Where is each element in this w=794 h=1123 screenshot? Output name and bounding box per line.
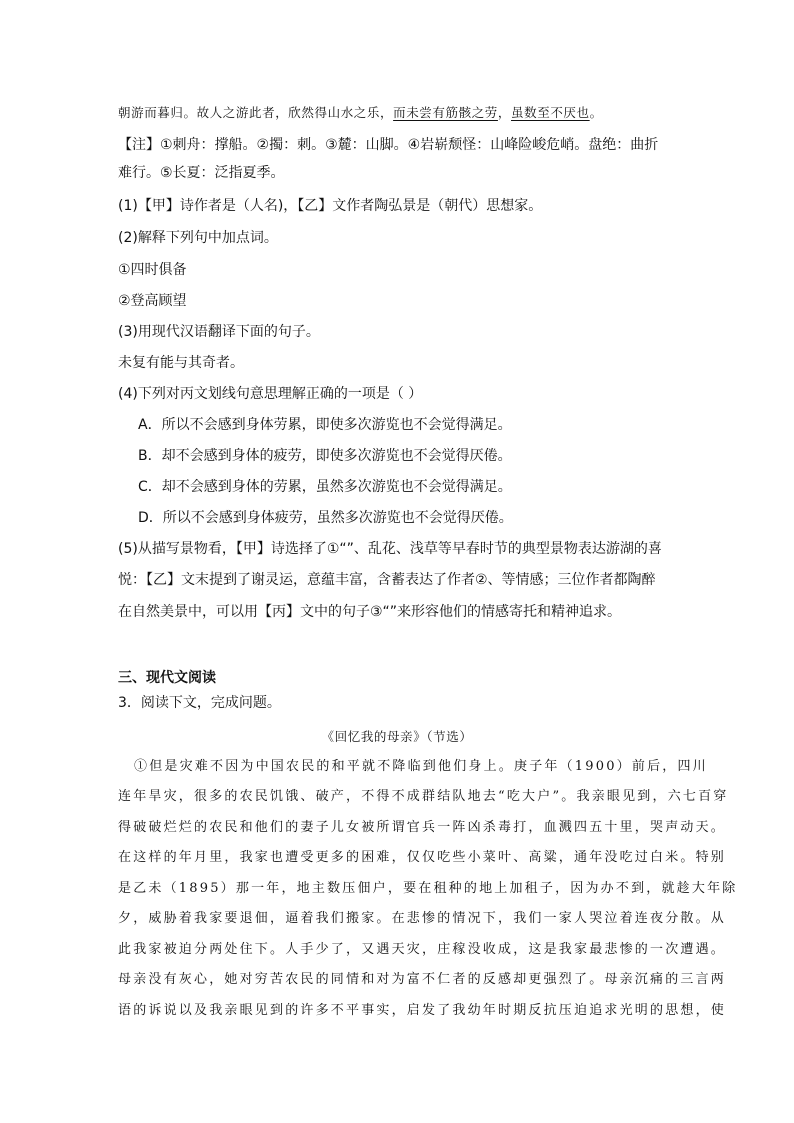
option-b: B．却不会感到身体的疲劳，即使多次游览也不会觉得厌倦。 <box>138 448 512 464</box>
question-3-sentence: 未复有能与其奇者。 <box>118 355 244 371</box>
article-line: 是乙未（1895）那一年，地主数压佃户，要在租种的地上加租子，因为办不到，就趁大年除 <box>118 881 738 896</box>
article-line: 连年旱灾，很多的农民饥饿、破产，不得不成群结队地去“吃大户”。我亲眼见到，六七百穿 <box>118 789 729 804</box>
section-question-intro: 3．阅读下文，完成问题。 <box>118 695 281 711</box>
article-line: ①但是灾难不因为中国农民的和平就不降临到他们身上。庚子年（1900）前后，四川 <box>134 759 708 774</box>
passage-text: 朝游而暮归。故人之游此者，欣然得山水之乐， <box>118 105 394 120</box>
question-1: (1)【甲】诗作者是（人名)，【乙】文作者陶弘景是（朝代）思想家。 <box>118 198 543 214</box>
article-title: 《回忆我的母亲》（节选） <box>321 729 473 744</box>
question-3: (3)用现代汉语翻译下面的句子。 <box>118 324 320 340</box>
underlined-phrase-1: 而未尝有筋骸之劳 <box>393 105 498 120</box>
option-d: D．所以不会感到身体疲劳，虽然多次游览也不会觉得厌倦。 <box>138 510 513 526</box>
underlined-phrase-2: 虽数至不厌也 <box>511 105 590 120</box>
article-line: 夕，威胁着我家要退佃，逼着我们搬家。在悲惨的情况下，我们一家人哭泣着连夜分散。从 <box>118 911 727 926</box>
question-5-line-3: 在自然美景中，可以用【丙】文中的句子③“”来形容他们的情感寄托和精神追求。 <box>118 604 622 620</box>
article-line: 在这样的年月里，我家也遭受更多的困难，仅仅吃些小菜叶、高粱，通年没吃过白米。特别 <box>118 850 727 865</box>
question-2-item-a: ①四时俱备 <box>118 262 187 278</box>
question-2: (2)解释下列句中加点词。 <box>118 230 278 246</box>
option-c: C．却不会感到身体的劳累，虽然多次游览也不会觉得满足。 <box>138 479 512 495</box>
question-5-line-1: (5)从描写景物看，【甲】诗选择了①“”、乱花、浅草等早春时节的典型景物表达游湖的喜 <box>118 541 662 557</box>
option-a: A．所以不会感到身体劳累，即使多次游览也不会觉得满足。 <box>138 417 512 433</box>
article-line: 母亲没有灰心，她对穷苦农民的同情和对为富不仁者的反感却更强烈了。母亲沉痛的三言两 <box>118 972 727 987</box>
article-line: 语的诉说以及我亲眼见到的许多不平事实，启发了我幼年时期反抗压迫追求光明的思想，使 <box>118 1003 727 1018</box>
passage-last-line: 朝游而暮归。故人之游此者，欣然得山水之乐，而未尝有筋骸之劳，虽数至不厌也。 <box>118 105 603 120</box>
annotation-line-1: 【注】①刺舟：撑船。②擉：刺。③麓：山脚。④岩崭颓怪：山峰险峻危峭。盘绝：曲折 <box>118 137 659 153</box>
article-line: 得破破烂烂的农民和他们的妻子儿女被所谓官兵一阵凶杀毒打，血溅四五十里，哭声动天。 <box>118 820 727 835</box>
question-2-item-b: ②登高顾望 <box>118 293 187 309</box>
annotation-line-2: 难行。⑤长夏：泛指夏季。 <box>118 165 285 181</box>
section-heading: 三、现代文阅读 <box>118 670 216 686</box>
question-5-line-2: 悦：【乙】文末提到了谢灵运，意蕴丰富，含蓄表达了作者②、等情感；三位作者都陶醉 <box>118 572 656 588</box>
question-4: (4)下列对丙文划线句意思理解正确的一项是（ ） <box>118 386 423 402</box>
article-line: 此我家被迫分两处住下。人手少了，又遇天灾，庄稼没收成，这是我家最悲惨的一次遭遇。 <box>118 942 727 957</box>
